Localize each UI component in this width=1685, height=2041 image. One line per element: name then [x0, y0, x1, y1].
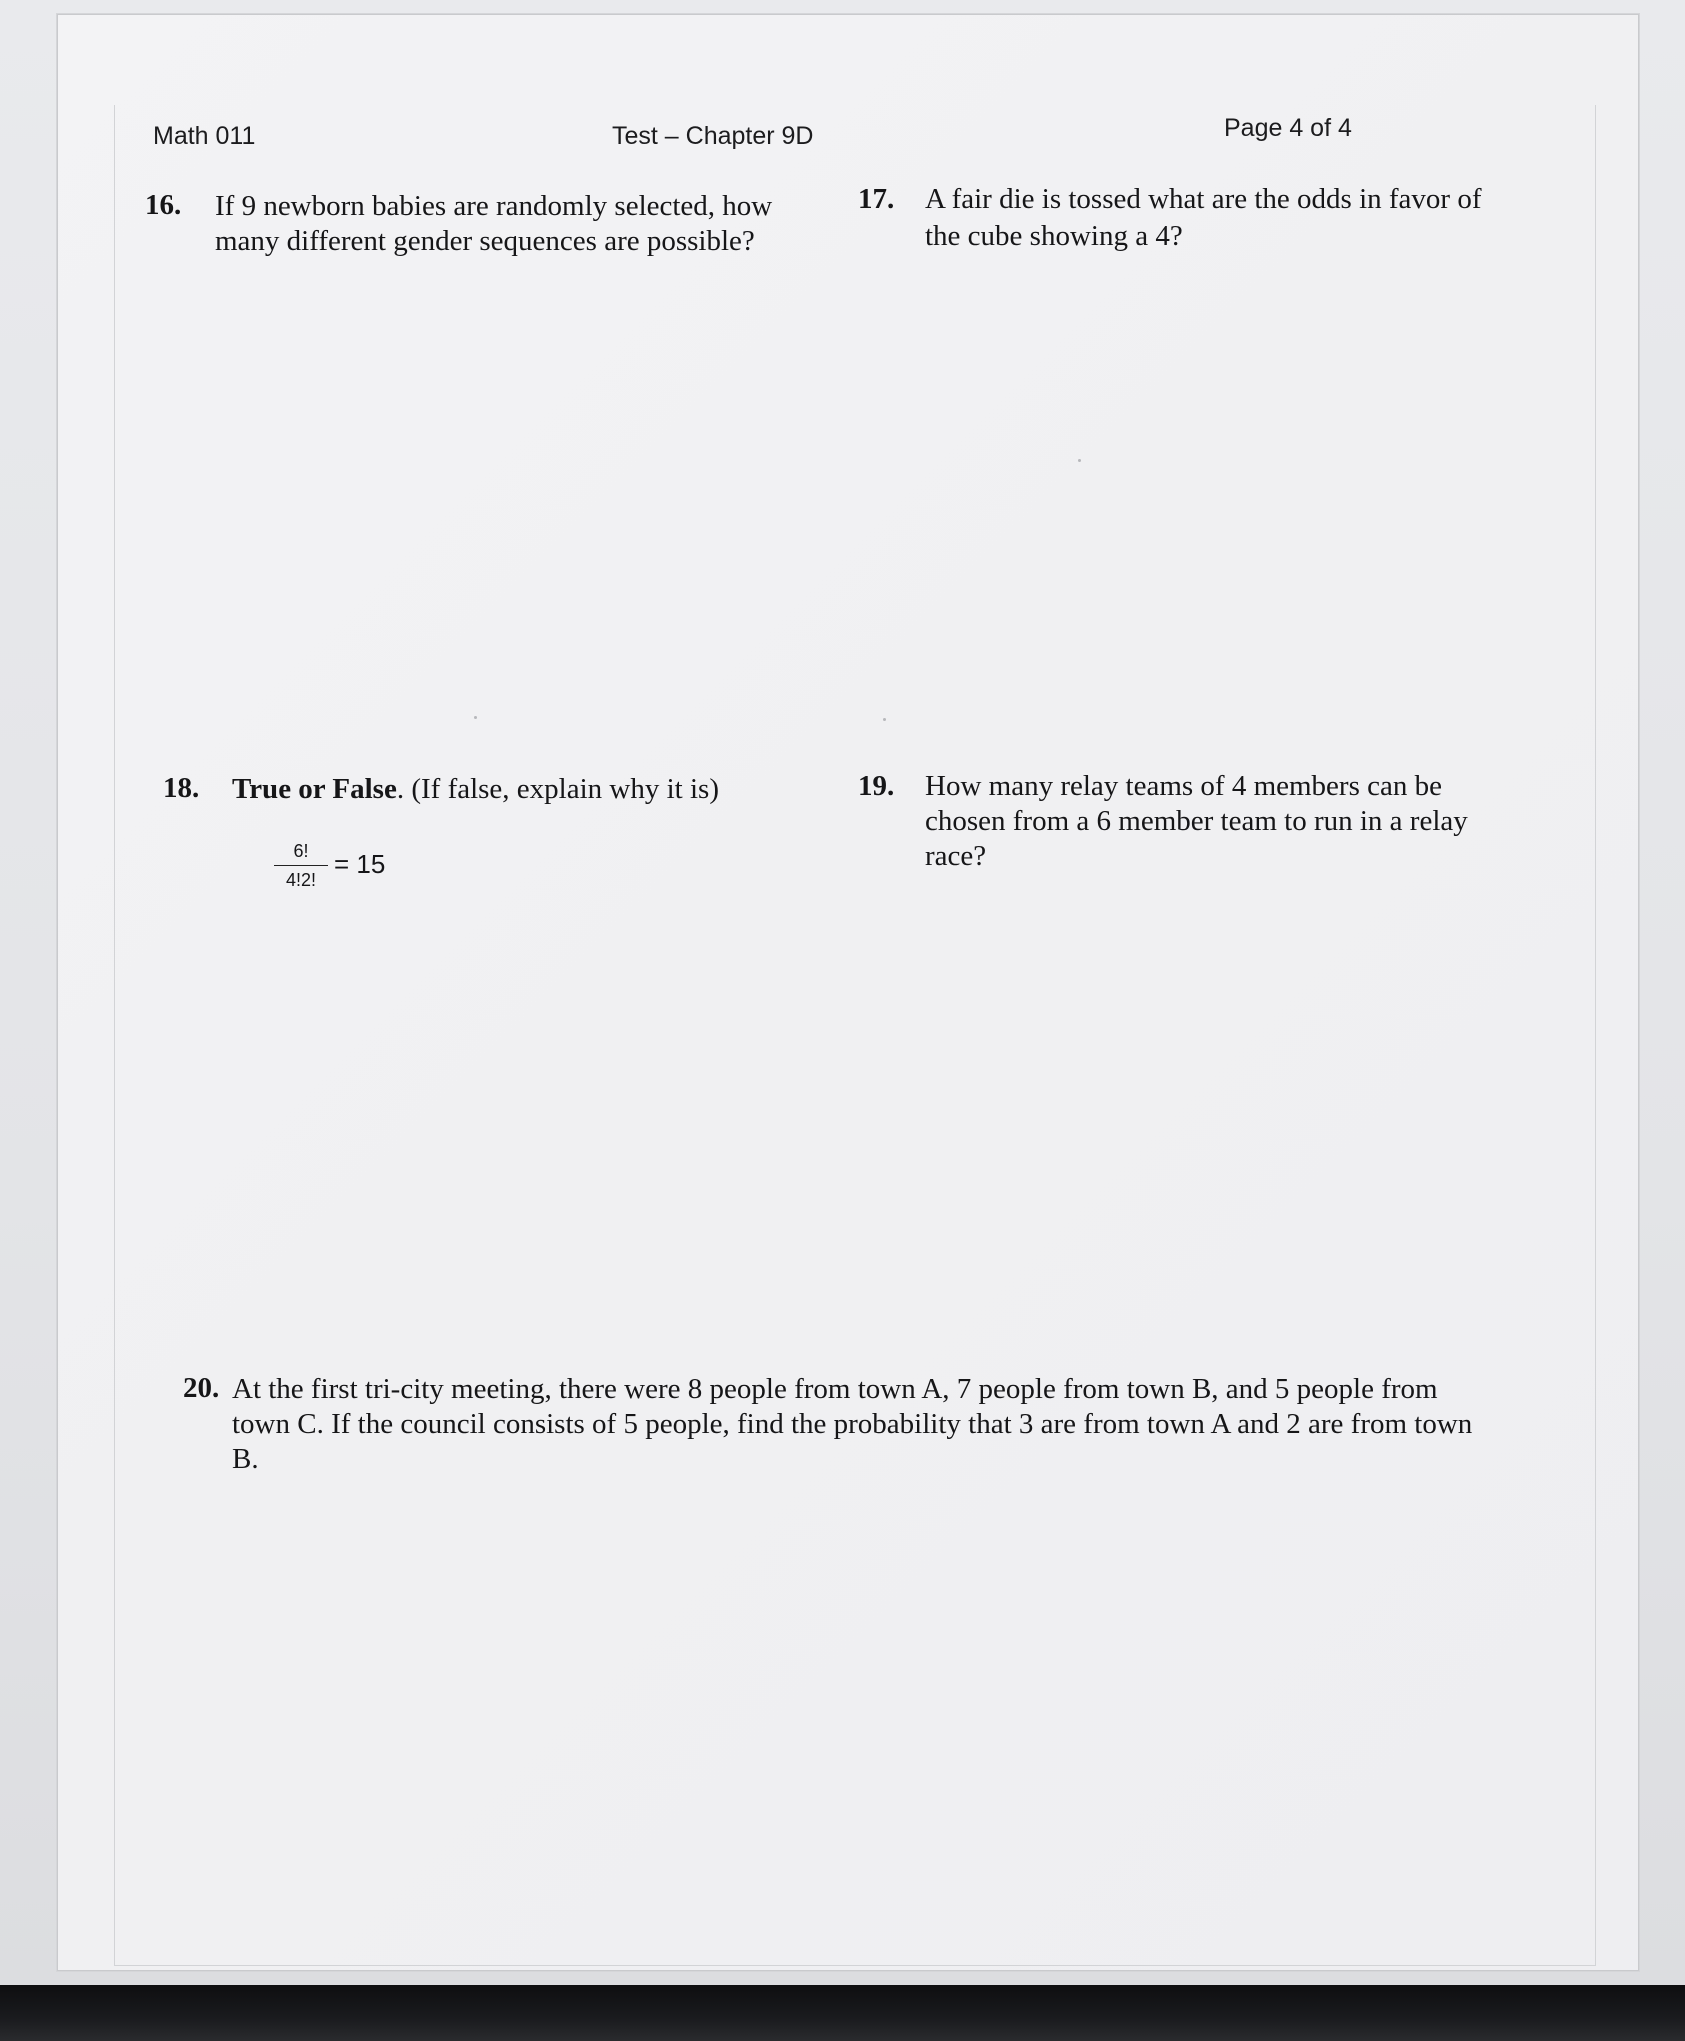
question-19-text: [925, 769, 1575, 874]
question-20-line-2: town C. If the council consists of 5 people, find the probability that 3 are from town A and 2 are from town: [232, 1408, 1473, 1440]
question-16-line-2: many different gender sequences are possible?: [215, 225, 755, 257]
factorial-fraction: [274, 840, 328, 891]
question-16-number: 16.: [145, 189, 182, 221]
question-18-text: [232, 772, 792, 807]
fraction-bar: [274, 865, 328, 866]
screen-speck: [1078, 459, 1081, 462]
question-20-line-3: B.: [232, 1443, 259, 1475]
question-17-text: [925, 181, 1575, 255]
question-19-line-3: race?: [925, 840, 987, 872]
fraction-numerator: 6!: [293, 841, 309, 861]
question-20-line-1: At the first tri-city meeting, there were 8 people from town A, 7 people from town B, and 5 people from: [232, 1373, 1438, 1405]
test-title: Test – Chapter 9D: [612, 122, 814, 150]
page-border: [114, 105, 1596, 1966]
screen-speck: [474, 716, 477, 719]
question-19-line-1: How many relay teams of 4 members can be: [925, 770, 1442, 802]
question-17-number: 17.: [858, 183, 895, 215]
question-19-line-2: chosen from a 6 member team to run in a relay: [925, 805, 1468, 837]
question-17-line-1: A fair die is tossed what are the odds in favor of: [925, 183, 1482, 215]
question-19-number: 19.: [858, 770, 895, 802]
question-20-number: 20.: [183, 1372, 220, 1404]
question-18-number: 18.: [163, 772, 200, 804]
question-18-true-or-false: True or False: [232, 773, 397, 805]
screen-speck: [883, 718, 886, 721]
question-20-text: [232, 1372, 1532, 1477]
course-label: Math 011: [153, 122, 256, 150]
fraction-result: = 15: [334, 849, 386, 879]
monitor-bezel: [0, 1985, 1685, 2041]
test-page: [57, 14, 1639, 1971]
fraction-denominator: 4!2!: [285, 870, 317, 890]
question-16-text: [215, 189, 815, 259]
question-18-instruction: . (If false, explain why it is): [396, 773, 719, 805]
question-17-line-2: the cube showing a 4?: [925, 220, 1183, 252]
page-number: Page 4 of 4: [1224, 114, 1352, 142]
question-16-line-1: If 9 newborn babies are randomly selected, how: [215, 190, 773, 222]
